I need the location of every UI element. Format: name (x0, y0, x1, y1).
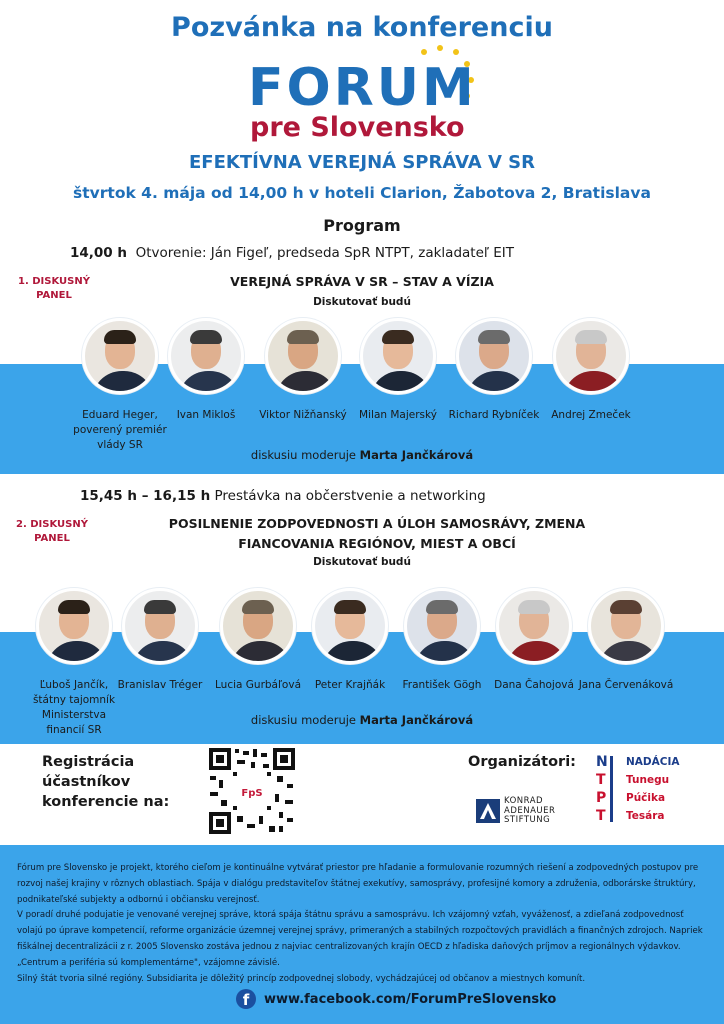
break-text: Prestávka na občerstvenie a networking (214, 488, 486, 504)
panel1-speaker (158, 318, 254, 423)
speaker-name: Peter Krajňák (314, 679, 386, 691)
logo-forum: FORUM (248, 58, 477, 118)
speaker-name: Dana Čahojová (494, 679, 574, 691)
panel2-moderator: diskusiu moderuje Marta Jančkárová (250, 713, 474, 727)
opening-line (70, 245, 514, 261)
facebook-url[interactable]: www.facebook.com/ForumPreSlovensko (264, 991, 557, 1007)
panel1-speaker (350, 318, 446, 423)
panel2-speaker (210, 588, 306, 693)
footer-text: Fórum pre Slovensko je projekt, ktorého cieľom je kontinuálne vytvárať priestor pre hľadanie a formulovanie rozumných riešení a zodpovedných postupov pre rozvoj našej krajiny v rôznych oblastiach. Spája v dialógu predstaviteľov štátnej exekutívy, samosprávy, profesijné komory a združenia, odborárske štruktúry, podnikateľské subjekty a odbornú i občiansku verejnosť. V poradí druhé podujatie je venované verejnej správe, ktorá spája štátnu správu a samosprávu. Ich vzájomný vzťah, vyváženosť, a zdieľaná zodpovednosť volajú po úprave kompetencií, reforme organizácie územnej verejnej správy, primeraných a stabilných rozpočtových pravidlách a finančných zdrojoch. Napriek fiškálnej decentralizácii z r. 2005 Slovensko zostáva jednou z najviac centralizovaných krajín OECD z hľadiska daňových príjmov a regionálnych výdavkov. „Centrum a periféria sú komplementárne", vzájomne závislé. Silný štát tvoria silné regióny. Subsidiarita je dôležitý princíp zodpovednej slobody, vychádzajúcej od občanov a miestnych komunít. (17, 863, 703, 984)
organizers-label: Organizátori: (468, 754, 576, 770)
speaker-name: Milan Majerský (359, 409, 437, 421)
speaker-photo (404, 588, 480, 664)
panel1-title: VEREJNÁ SPRÁVA V SR – STAV A VÍZIA (230, 274, 494, 289)
opening-text: Otvorenie: Ján Figeľ, predseda SpR NTPT, zakladateľ EIT (135, 245, 514, 261)
speaker-photo (588, 588, 664, 664)
speaker-photo (265, 318, 341, 394)
speaker-name: Branislav Tréger (117, 679, 203, 691)
registration-text: Registrácia účastníkov konferencie na: (42, 754, 170, 810)
invite-title: Pozvánka na konferenciu (171, 12, 553, 43)
panel2-discuss: Diskutovať budú (313, 556, 411, 568)
panel1-speaker (543, 318, 639, 423)
ntpt-row: P Púčika (596, 790, 666, 806)
speaker-photo (220, 588, 296, 664)
panel2-speaker (394, 588, 490, 693)
speaker-name: Jana Červenáková (578, 679, 674, 691)
conference-subtitle: EFEKTÍVNA VEREJNÁ SPRÁVA V SR (189, 152, 535, 173)
speaker-photo (312, 588, 388, 664)
panel2-speaker (302, 588, 398, 693)
speaker-name: Richard Rybníček (448, 409, 540, 421)
program-heading: Program (323, 216, 401, 235)
panel1-speaker (255, 318, 351, 423)
panel1-label: 1. DISKUSNÝ PANEL (18, 276, 90, 301)
break-time: 15,45 h – 16,15 h (80, 488, 211, 504)
qr-center-label: FpS (241, 788, 263, 799)
ntpt-divider (610, 756, 613, 822)
speaker-photo (456, 318, 532, 394)
speaker-name: Andrej Zmeček (551, 409, 631, 421)
ntpt-row: N NADÁCIA (596, 754, 680, 770)
ntpt-row: T Tunegu (596, 772, 670, 788)
speaker-photo (122, 588, 198, 664)
facebook-icon: f (236, 989, 256, 1009)
footer (0, 845, 724, 1024)
speaker-photo (168, 318, 244, 394)
break-line (80, 488, 486, 504)
panel1-moderator: diskusiu moderuje Marta Jančkárová (250, 448, 474, 462)
speaker-name: František Gögh (402, 679, 482, 691)
speaker-name: Viktor Nižňanský (259, 409, 347, 421)
panel2-title: POSILNENIE ZODPOVEDNOSTI A ÚLOH SAMOSRÁVY, ZMENA FIANCOVANIA REGIÓNOV, MIEST A OBCÍ (168, 516, 586, 551)
panel2-speaker (578, 588, 674, 693)
speaker-name: Lucia Gurbáľová (215, 679, 301, 691)
speaker-name: Ivan Mikloš (176, 409, 236, 421)
panel1-speaker (72, 318, 168, 453)
speaker-photo (82, 318, 158, 394)
panel2-speaker (486, 588, 582, 693)
panel2-speaker (112, 588, 208, 693)
speaker-photo (553, 318, 629, 394)
date-location: štvrtok 4. mája od 14,00 h v hoteli Clarion, Žabotova 2, Bratislava (73, 184, 651, 202)
speaker-photo (36, 588, 112, 664)
panel1-speaker (446, 318, 542, 423)
opening-time: 14,00 h (70, 245, 128, 261)
ntpt-row: T Tesára (596, 808, 665, 824)
speaker-photo (496, 588, 572, 664)
speaker-name: Ľuboš Jančík, štátny tajomník Ministerstva financií SR (32, 679, 116, 736)
kas-logo-icon (476, 799, 500, 823)
panel2-label: 2. DISKUSNÝ PANEL (16, 519, 88, 544)
logo-pre-slovensko: pre Slovensko (250, 112, 465, 143)
speaker-name: Eduard Heger, poverený premiér vlády SR (73, 409, 167, 451)
speaker-photo (360, 318, 436, 394)
facebook-link[interactable] (236, 989, 556, 1009)
panel1-discuss: Diskutovať budú (313, 296, 411, 308)
